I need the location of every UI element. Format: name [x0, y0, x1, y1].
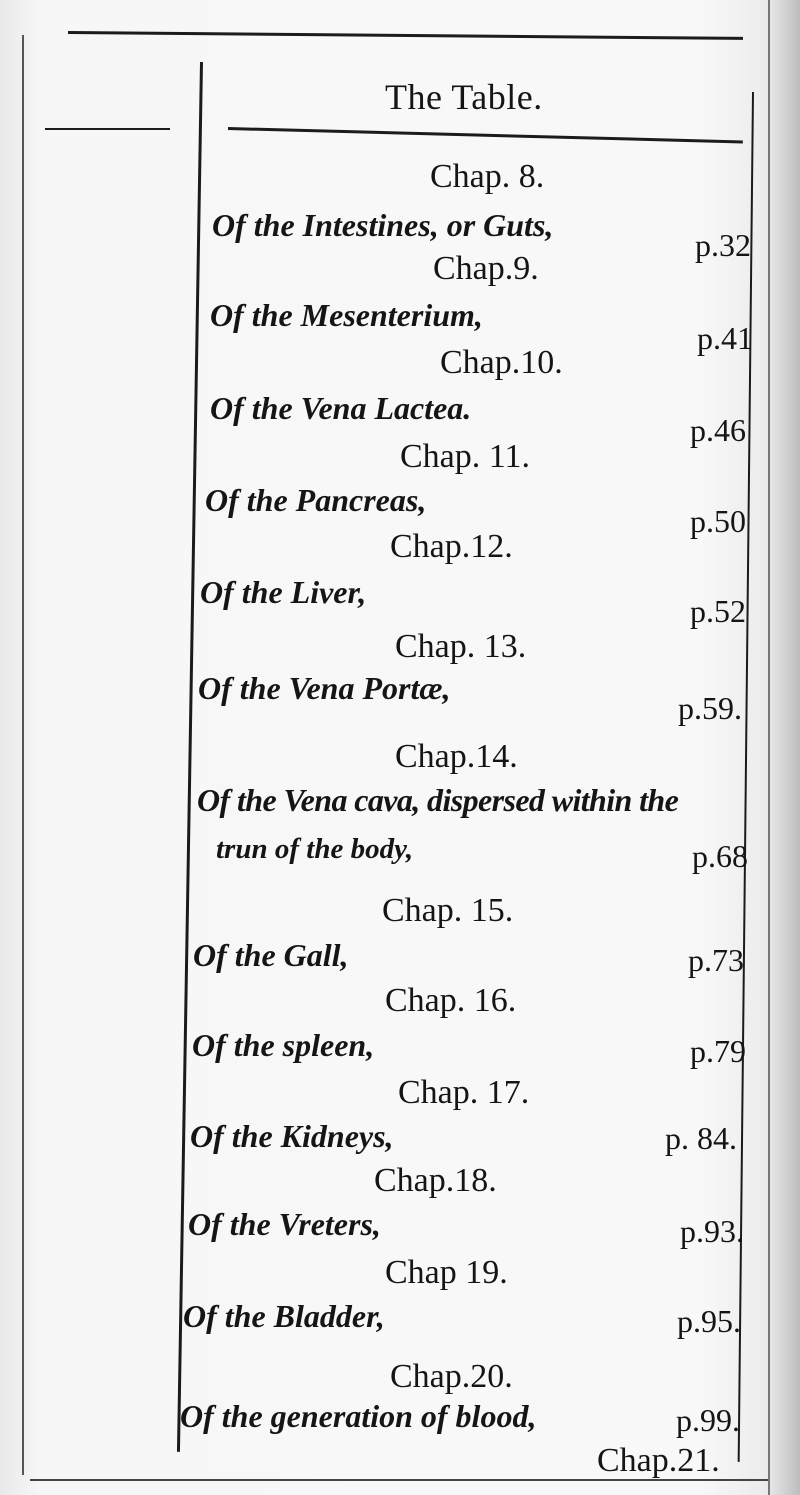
- chapter-heading: Chap.9.: [433, 250, 539, 287]
- chapter-entry: Of the Intestines, or Guts,: [212, 207, 554, 243]
- chapter-heading: Chap 19.: [385, 1254, 508, 1291]
- table-title: The Table.: [385, 77, 543, 117]
- chapter-entry: Of the Bladder,: [183, 1298, 385, 1334]
- page-reference: p.99.: [676, 1402, 740, 1438]
- chapter-heading: Chap. 13.: [395, 628, 527, 665]
- page-reference: p.68: [692, 838, 748, 874]
- chapter-heading: Chap. 15.: [382, 892, 514, 929]
- right-border-rule: [738, 92, 754, 1462]
- catchword: Chap.21.: [597, 1442, 720, 1479]
- page-reference: p.93.: [680, 1213, 744, 1249]
- chapter-entry: Of the Vreters,: [188, 1206, 381, 1242]
- page-reference: p.32: [695, 227, 751, 263]
- chapter-entry: Of the Liver,: [200, 574, 367, 610]
- chapter-entry: Of the spleen,: [192, 1027, 375, 1063]
- page-reference: p.52: [690, 593, 746, 629]
- chapter-entry: Of the Mesenterium,: [210, 297, 483, 333]
- page-reference: p.46: [690, 412, 746, 448]
- chapter-heading: Chap.10.: [440, 344, 563, 381]
- chapter-heading: Chap.12.: [390, 528, 513, 565]
- page-reference: p. 84.: [665, 1120, 737, 1156]
- chapter-entry-continuation: trun of the body,: [216, 833, 414, 865]
- page-reference: p.73: [688, 942, 744, 978]
- chapter-heading: Chap. 16.: [385, 982, 517, 1019]
- page-reference: p.79: [690, 1033, 746, 1069]
- chapter-heading: Chap. 8.: [430, 158, 545, 195]
- margin-rule: [45, 128, 170, 130]
- page-reference: p.41: [697, 320, 753, 356]
- page-reference: p.50: [690, 503, 746, 539]
- page-reference: p.95.: [677, 1303, 741, 1339]
- chapter-entry: Of the Gall,: [193, 937, 349, 973]
- page-reference: p.59.: [678, 690, 742, 726]
- left-column-rule: [177, 62, 203, 1452]
- outer-left-rule: [22, 35, 24, 1475]
- page-edge: [768, 0, 770, 1495]
- title-underline: [228, 127, 743, 143]
- chapter-heading: Chap. 11.: [400, 438, 531, 475]
- chapter-entry: Of the generation of blood,: [180, 1398, 537, 1434]
- chapter-entry: Of the Pancreas,: [205, 482, 427, 518]
- chapter-heading: Chap.20.: [390, 1358, 513, 1395]
- chapter-entry: Of the Vena Portæ,: [198, 670, 451, 706]
- chapter-entry: Of the Kidneys,: [190, 1118, 394, 1154]
- chapter-heading: Chap. 17.: [398, 1074, 530, 1111]
- chapter-heading: Chap.18.: [374, 1162, 497, 1199]
- chapter-entry: Of the Vena Lactea.: [210, 390, 472, 426]
- top-rule: [68, 31, 743, 40]
- chapter-entry: Of the Vena cava, dispersed within the: [197, 782, 679, 818]
- chapter-heading: Chap.14.: [395, 738, 518, 775]
